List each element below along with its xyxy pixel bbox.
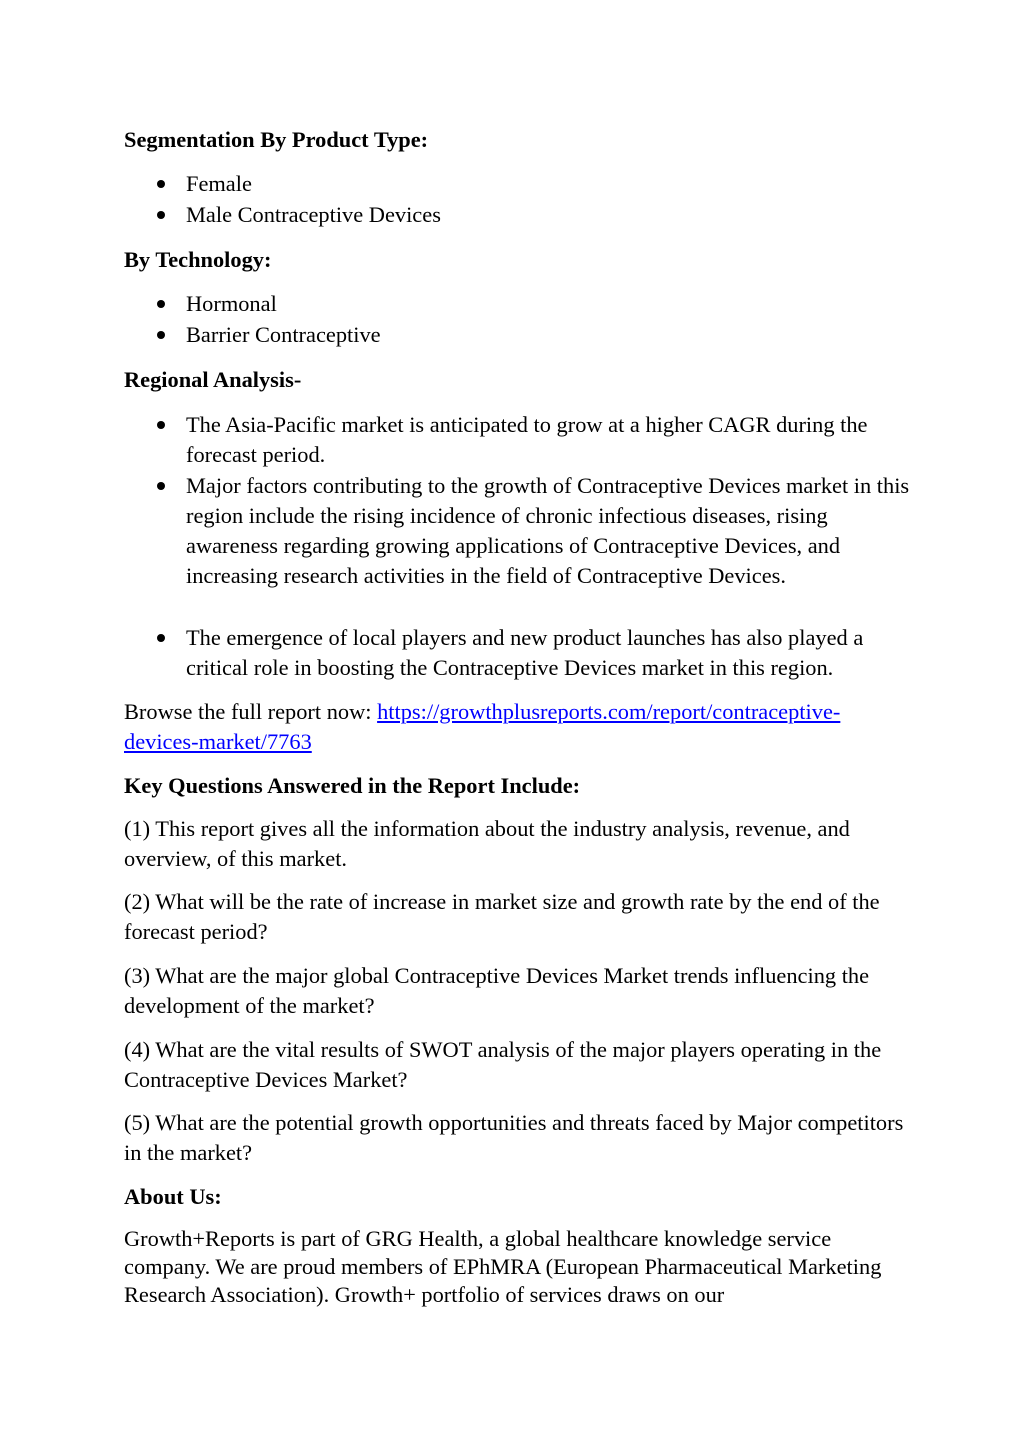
questions-heading: Key Questions Answered in the Report Include: — [124, 773, 581, 798]
list-item: Male Contraceptive Devices — [186, 202, 441, 227]
bullet-icon — [157, 634, 165, 642]
list-item: The emergence of local players and new product launches has also played a critical role in boosting the Contraceptive Devices market in this region. — [186, 625, 864, 680]
question-paragraph: (1) This report gives all the information about the industry analysis, revenue, and overview, of this market. — [124, 816, 850, 871]
question-paragraph: (4) What are the vital results of SWOT analysis of the major players operating in the Contraceptive Devices Market? — [124, 1037, 882, 1092]
question-paragraph: (2) What will be the rate of increase in market size and growth rate by the end of the forecast period? — [124, 889, 880, 944]
browse-paragraph — [124, 697, 904, 757]
regional-heading: Regional Analysis- — [124, 367, 302, 392]
about-paragraph: Growth+Reports is part of GRG Health, a global healthcare knowledge service company. We are proud members of EPhMRA (European Pharmaceutical Marketing Research Association). Growth+ portfolio of services draws on our — [124, 1226, 882, 1307]
list-item: Hormonal — [186, 291, 277, 316]
bullet-icon — [157, 211, 165, 219]
list-item: The Asia-Pacific market is anticipated to grow at a higher CAGR during the forecast period. — [186, 412, 868, 467]
bullet-icon — [157, 300, 165, 308]
list-item: Major factors contributing to the growth of Contraceptive Devices market in this region include the rising incidence of chronic infectious diseases, rising awareness regarding growing applications of Contraceptive Devices, and increasing research activities in the field of Contraceptive Devices. — [186, 473, 910, 588]
bullet-icon — [157, 482, 165, 490]
bullet-icon — [157, 180, 165, 188]
list-item: Female — [186, 171, 252, 196]
list-item: Barrier Contraceptive — [186, 322, 381, 347]
about-heading: About Us: — [124, 1184, 222, 1209]
report-link[interactable]: https://growthplusreports.com/report/contraceptive-devices-market/7763 — [124, 699, 841, 754]
product-type-heading: Segmentation By Product Type: — [124, 127, 429, 152]
question-paragraph: (3) What are the major global Contraceptive Devices Market trends influencing the development of the market? — [124, 963, 870, 1018]
bullet-icon — [157, 331, 165, 339]
browse-prefix: Browse the full report now: — [124, 699, 378, 724]
bullet-icon — [157, 421, 165, 429]
question-paragraph: (5) What are the potential growth opportunities and threats faced by Major competitors in the market? — [124, 1110, 904, 1165]
technology-heading: By Technology: — [124, 247, 272, 272]
